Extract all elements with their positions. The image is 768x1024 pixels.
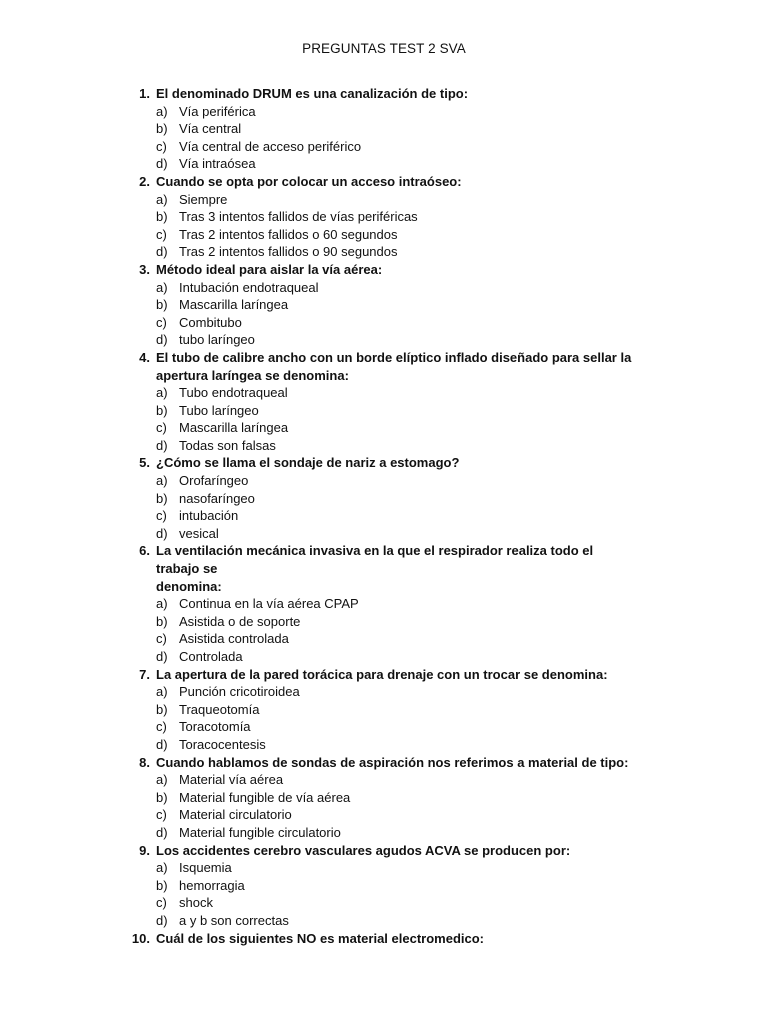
answer-option: [0, 683, 768, 701]
answer-option: [0, 718, 768, 736]
question-text: denomina:: [156, 578, 222, 594]
question-text-line: [0, 754, 768, 772]
option-letter: c): [156, 226, 167, 242]
question-number: 1.: [139, 86, 150, 101]
option-letter: a): [156, 596, 168, 612]
question-text: La apertura de la pared torácica para drenaje con un trocar se denomina:: [156, 666, 608, 682]
option-letter: d): [156, 244, 168, 260]
question-text-line: [0, 454, 768, 472]
question-item: [0, 349, 768, 455]
option-text: intubación: [179, 508, 239, 524]
answer-option: [0, 155, 768, 173]
option-text: Vía periférica: [179, 103, 256, 119]
option-text: Material circulatorio: [179, 807, 292, 823]
option-text: Tubo endotraqueal: [179, 385, 288, 401]
option-text: nasofaríngeo: [179, 490, 255, 506]
option-text: a y b son correctas: [179, 912, 289, 928]
answer-option: [0, 402, 768, 420]
option-text: Controlada: [179, 649, 243, 664]
option-text: Combitubo: [179, 314, 242, 330]
question-text-line: [0, 842, 768, 860]
option-text: Tras 2 intentos fallidos o 90 segundos: [179, 244, 398, 260]
option-letter: b): [156, 789, 168, 805]
answer-option: [0, 103, 768, 121]
option-letter: c): [156, 807, 167, 823]
document-title: PREGUNTAS TEST 2 SVA: [302, 41, 466, 56]
option-letter: b): [156, 297, 168, 313]
question-list: [0, 85, 768, 947]
option-letter: c): [156, 719, 167, 735]
answer-option: [0, 789, 768, 807]
option-text: Mascarilla laríngea: [179, 420, 289, 436]
question-number: 4.: [139, 349, 150, 365]
option-text: Todas son falsas: [179, 437, 276, 453]
answer-option: [0, 507, 768, 525]
answer-option: [0, 191, 768, 209]
option-text: Orofaríngeo: [179, 473, 249, 489]
question-number: 5.: [139, 455, 150, 471]
question-text: Los accidentes cerebro vasculares agudos ACVA se producen por:: [156, 842, 571, 858]
option-letter: d): [156, 156, 168, 172]
question-text: apertura laríngea se denomina:: [156, 367, 349, 383]
question-number: 10.: [131, 930, 150, 946]
option-letter: d): [156, 332, 168, 348]
question-item: [0, 261, 768, 349]
option-letter: b): [156, 613, 168, 629]
option-letter: b): [156, 121, 168, 137]
option-text: Material vía aérea: [179, 772, 284, 788]
answer-option: [0, 120, 768, 138]
option-text: Mascarilla laríngea: [179, 297, 289, 313]
question-number: 8.: [139, 754, 150, 770]
answer-option: [0, 595, 768, 613]
option-text: Tras 2 intentos fallidos o 60 segundos: [179, 226, 398, 242]
option-letter: b): [156, 402, 168, 418]
option-text: Siempre: [179, 191, 228, 207]
question-text-line: [0, 173, 768, 191]
option-letter: d): [156, 736, 168, 752]
answer-option: [0, 701, 768, 719]
question-number: 3.: [139, 261, 150, 277]
question-item: [0, 173, 768, 261]
answer-option: [0, 331, 768, 349]
option-letter: b): [156, 701, 168, 717]
option-letter: a): [156, 103, 168, 119]
question-text-line: [0, 578, 768, 596]
option-text: Traqueotomía: [179, 701, 260, 717]
answer-option: [0, 859, 768, 877]
question-text-line: [0, 85, 768, 103]
question-item: [0, 754, 768, 842]
answer-option: [0, 630, 768, 648]
answer-option: [0, 296, 768, 314]
option-letter: c): [156, 138, 167, 154]
answer-option: [0, 314, 768, 332]
option-letter: b): [156, 209, 168, 225]
answer-option: [0, 226, 768, 244]
question-item: [0, 666, 768, 754]
option-letter: d): [156, 525, 168, 541]
question-number: 6.: [139, 543, 150, 559]
option-text: Intubación endotraqueal: [179, 279, 319, 295]
option-letter: b): [156, 490, 168, 506]
option-letter: c): [156, 508, 167, 524]
option-letter: d): [156, 912, 168, 928]
question-item: [0, 842, 768, 930]
option-text: Tras 3 intentos fallidos de vías periféricas: [179, 209, 418, 225]
option-text: vesical: [179, 525, 219, 541]
question-text-line: [0, 542, 768, 577]
option-letter: a): [156, 385, 168, 401]
option-letter: a): [156, 191, 168, 207]
question-number: 2.: [139, 173, 150, 189]
answer-option: [0, 437, 768, 455]
answer-option: [0, 648, 768, 666]
question-item: [0, 85, 768, 173]
question-number: 7.: [139, 666, 150, 682]
option-letter: c): [156, 895, 167, 911]
question-text: El tubo de calibre ancho con un borde elíptico inflado diseñado para sellar la: [156, 349, 632, 365]
option-text: Tubo laríngeo: [179, 402, 259, 418]
answer-option: [0, 384, 768, 402]
option-text: hemorragia: [179, 877, 245, 893]
question-text-line: [0, 666, 768, 684]
option-text: Toracotomía: [179, 719, 251, 735]
question-text-line: [0, 367, 768, 385]
answer-option: [0, 824, 768, 842]
question-item: [0, 930, 768, 948]
option-letter: c): [156, 631, 167, 647]
option-letter: a): [156, 860, 168, 876]
option-text: Vía central: [179, 121, 242, 137]
option-text: Punción cricotiroidea: [179, 684, 300, 700]
option-letter: d): [156, 649, 168, 664]
option-text: Vía intraósea: [179, 156, 256, 172]
answer-option: [0, 490, 768, 508]
question-text-line: [0, 261, 768, 279]
option-letter: d): [156, 824, 168, 840]
option-letter: c): [156, 420, 167, 436]
option-text: Material fungible circulatorio: [179, 824, 341, 840]
question-text: El denominado DRUM es una canalización de tipo:: [156, 86, 469, 101]
option-text: Isquemia: [179, 860, 232, 876]
question-text: Método ideal para aislar la vía aérea:: [156, 261, 383, 277]
option-text: Continua en la vía aérea CPAP: [179, 596, 359, 612]
option-letter: a): [156, 772, 168, 788]
question-text: Cuál de los siguientes NO es material electromedico:: [156, 930, 484, 946]
answer-option: [0, 138, 768, 156]
answer-option: [0, 877, 768, 895]
option-letter: a): [156, 684, 168, 700]
option-text: Toracocentesis: [179, 736, 266, 752]
answer-option: [0, 208, 768, 226]
option-text: Material fungible de vía aérea: [179, 789, 351, 805]
answer-option: [0, 243, 768, 261]
option-text: Asistida controlada: [179, 631, 289, 647]
question-text: La ventilación mecánica invasiva en la que el respirador realiza todo el trabajo se: [156, 543, 594, 577]
answer-option: [0, 613, 768, 631]
answer-option: [0, 771, 768, 789]
question-text: Cuando se opta por colocar un acceso intraóseo:: [156, 173, 462, 189]
answer-option: [0, 894, 768, 912]
option-letter: a): [156, 279, 168, 295]
question-number: 9.: [139, 842, 150, 858]
answer-option: [0, 472, 768, 490]
answer-option: [0, 806, 768, 824]
question-item: [0, 542, 768, 665]
question-text: Cuando hablamos de sondas de aspiración nos referimos a material de tipo:: [156, 754, 629, 770]
answer-option: [0, 525, 768, 543]
answer-option: [0, 279, 768, 297]
question-text-line: [0, 930, 768, 948]
option-text: Vía central de acceso periférico: [179, 138, 362, 154]
option-letter: b): [156, 877, 168, 893]
question-text: ¿Cómo se llama el sondaje de nariz a estomago?: [156, 455, 460, 471]
option-text: tubo laríngeo: [179, 332, 255, 348]
question-item: [0, 454, 768, 542]
option-letter: a): [156, 473, 168, 489]
question-text-line: [0, 349, 768, 367]
option-text: shock: [179, 895, 213, 911]
option-letter: d): [156, 437, 168, 453]
option-letter: c): [156, 314, 167, 330]
answer-option: [0, 912, 768, 930]
answer-option: [0, 736, 768, 754]
option-text: Asistida o de soporte: [179, 613, 301, 629]
answer-option: [0, 419, 768, 437]
